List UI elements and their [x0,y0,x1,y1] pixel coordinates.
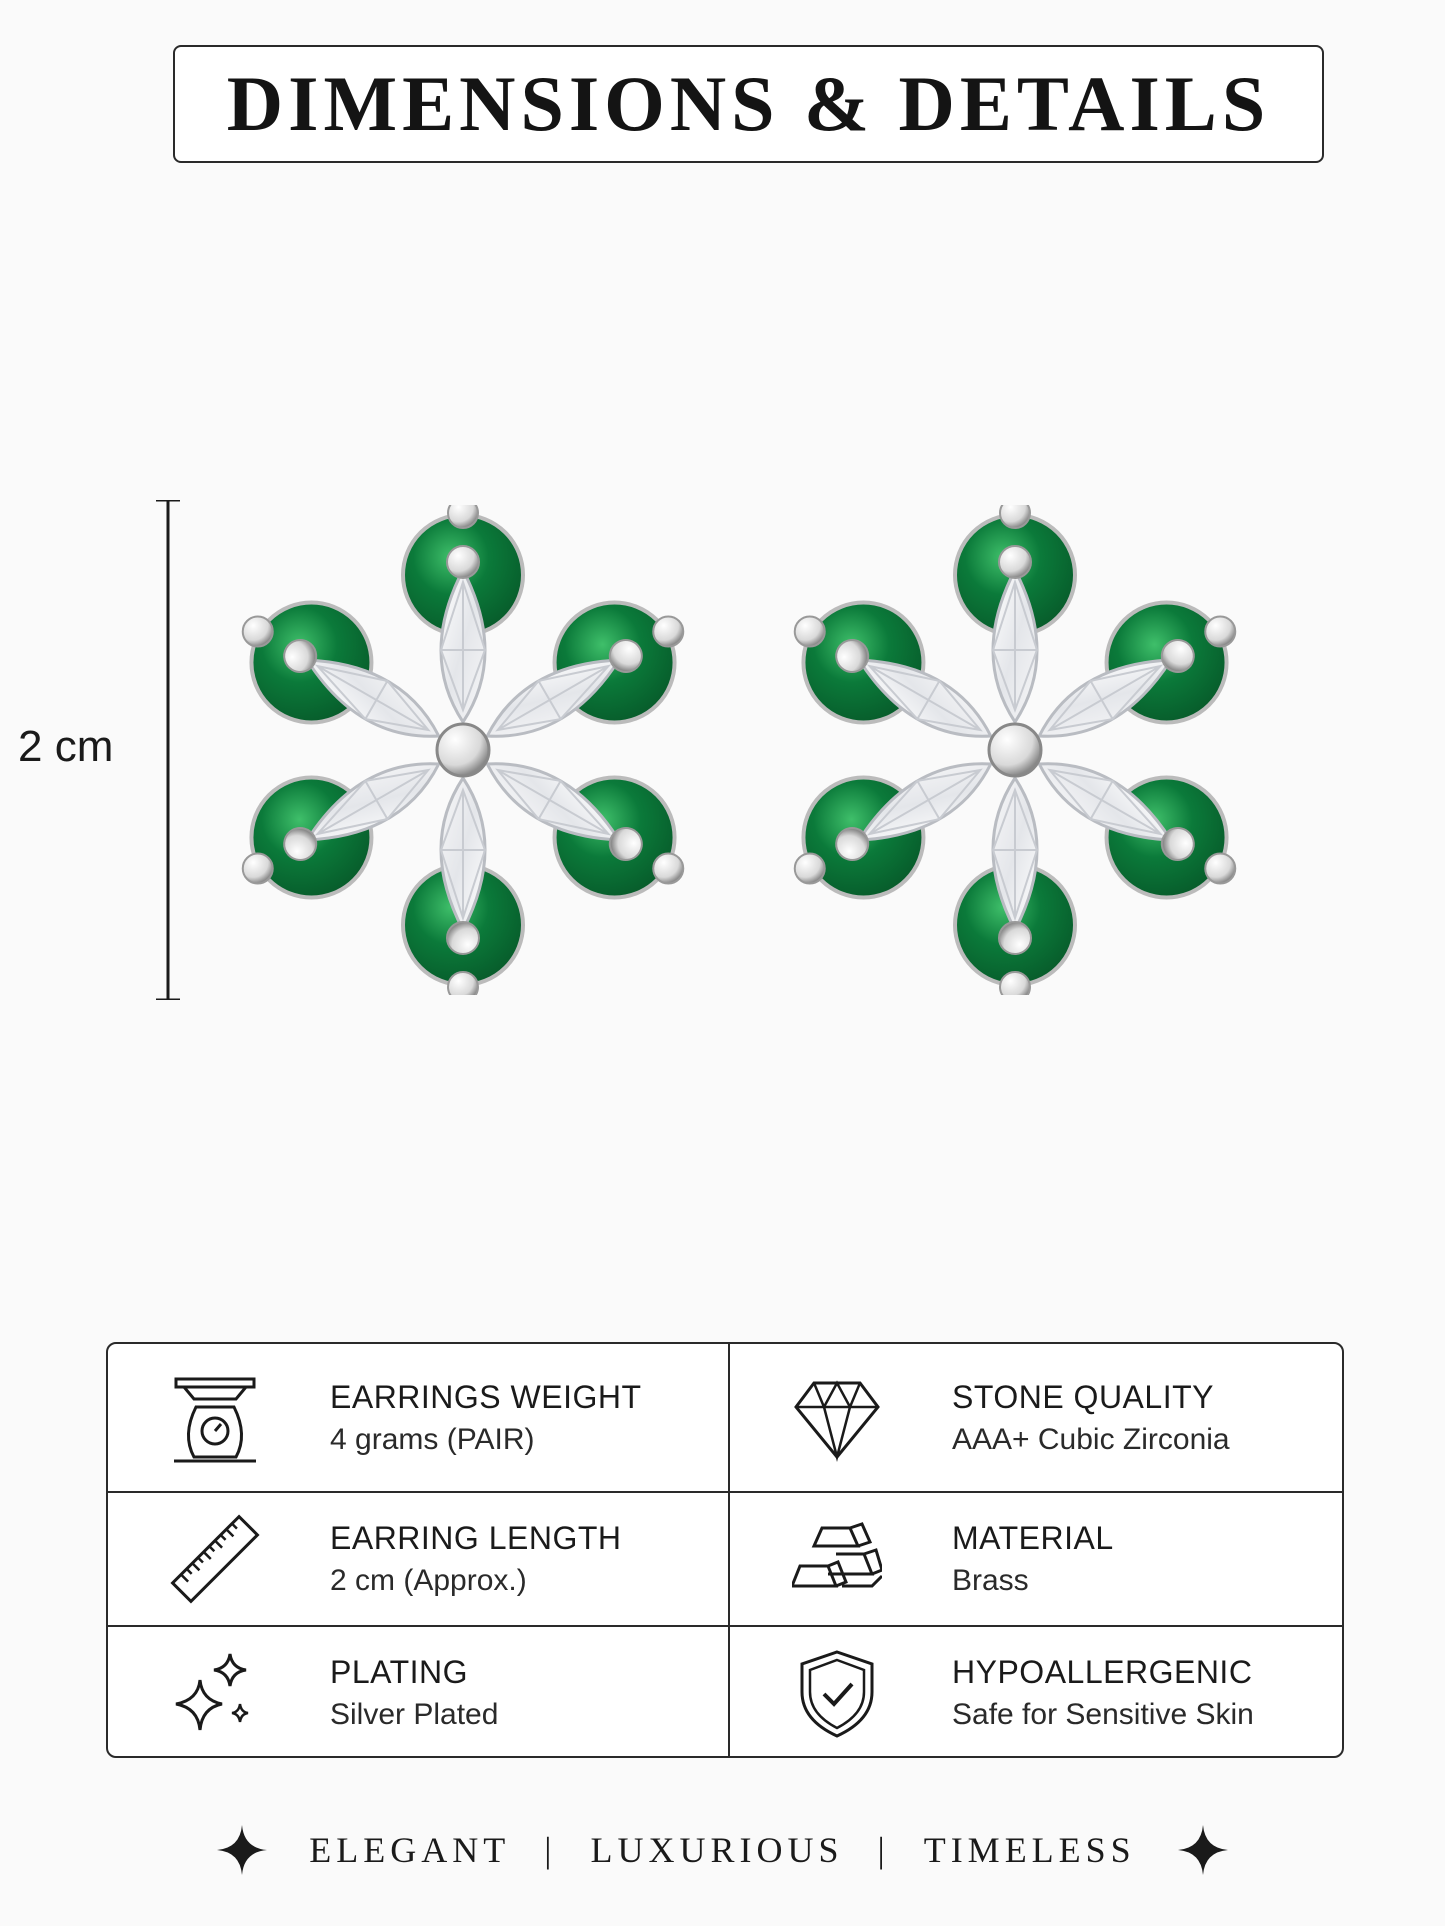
footer-separator: | [877,1830,890,1870]
detail-value: 4 grams (PAIR) [330,1422,535,1456]
ruler-icon [170,1514,260,1604]
prong [999,922,1031,954]
prong [1000,505,1030,528]
detail-plating [108,1627,728,1758]
detail-value: AAA+ Cubic Zirconia [952,1422,1230,1456]
prong [1000,972,1030,995]
detail-label: STONE QUALITY [952,1378,1214,1415]
detail-label: EARRING LENGTH [330,1520,622,1556]
prong [795,617,825,647]
gold-bars-icon [792,1514,882,1604]
page-title: DIMENSIONS & DETAILS [226,60,1271,147]
detail-material [730,1493,1344,1625]
dimension-bracket [150,500,180,1000]
earring-left [188,505,738,995]
prong [653,854,683,884]
sparkles-icon [170,1648,260,1738]
prong [447,922,479,954]
sparkle-star-icon [215,1823,269,1877]
dimension-label: 2 cm [18,722,114,771]
footer-tagline [0,1820,1445,1880]
detail-label: EARRINGS WEIGHT [330,1378,642,1415]
footer-word-elegant: ELEGANT [309,1830,511,1870]
center-bead [989,724,1041,776]
prong [999,546,1031,578]
prong [1205,617,1235,647]
prong [243,617,273,647]
footer-separator: | [544,1830,557,1870]
prong [795,854,825,884]
detail-length [108,1493,728,1625]
diamond-icon [792,1373,882,1463]
detail-value: 2 cm (Approx.) [330,1564,527,1597]
prong [653,617,683,647]
footer-word-luxurious: LUXURIOUS [590,1830,844,1870]
title-box [173,45,1324,163]
prong [1205,854,1235,884]
earring-right [740,505,1290,995]
scale-icon [170,1373,260,1463]
prong [447,546,479,578]
prong [243,854,273,884]
detail-stone-quality [730,1344,1344,1491]
details-table [106,1342,1344,1758]
detail-label: PLATING [330,1653,469,1690]
sparkle-star-icon [1176,1823,1230,1877]
detail-label: MATERIAL [952,1520,1114,1556]
prong [448,972,478,995]
center-bead [437,724,489,776]
footer-word-timeless: TIMELESS [923,1830,1136,1870]
prong [448,505,478,528]
detail-label: HYPOALLERGENIC [952,1653,1253,1690]
detail-weight [108,1344,728,1491]
detail-value: Safe for Sensitive Skin [952,1697,1254,1731]
detail-hypoallergenic [730,1627,1344,1758]
detail-value: Brass [952,1564,1029,1597]
shield-check-icon [792,1648,882,1738]
detail-value: Silver Plated [330,1697,499,1731]
